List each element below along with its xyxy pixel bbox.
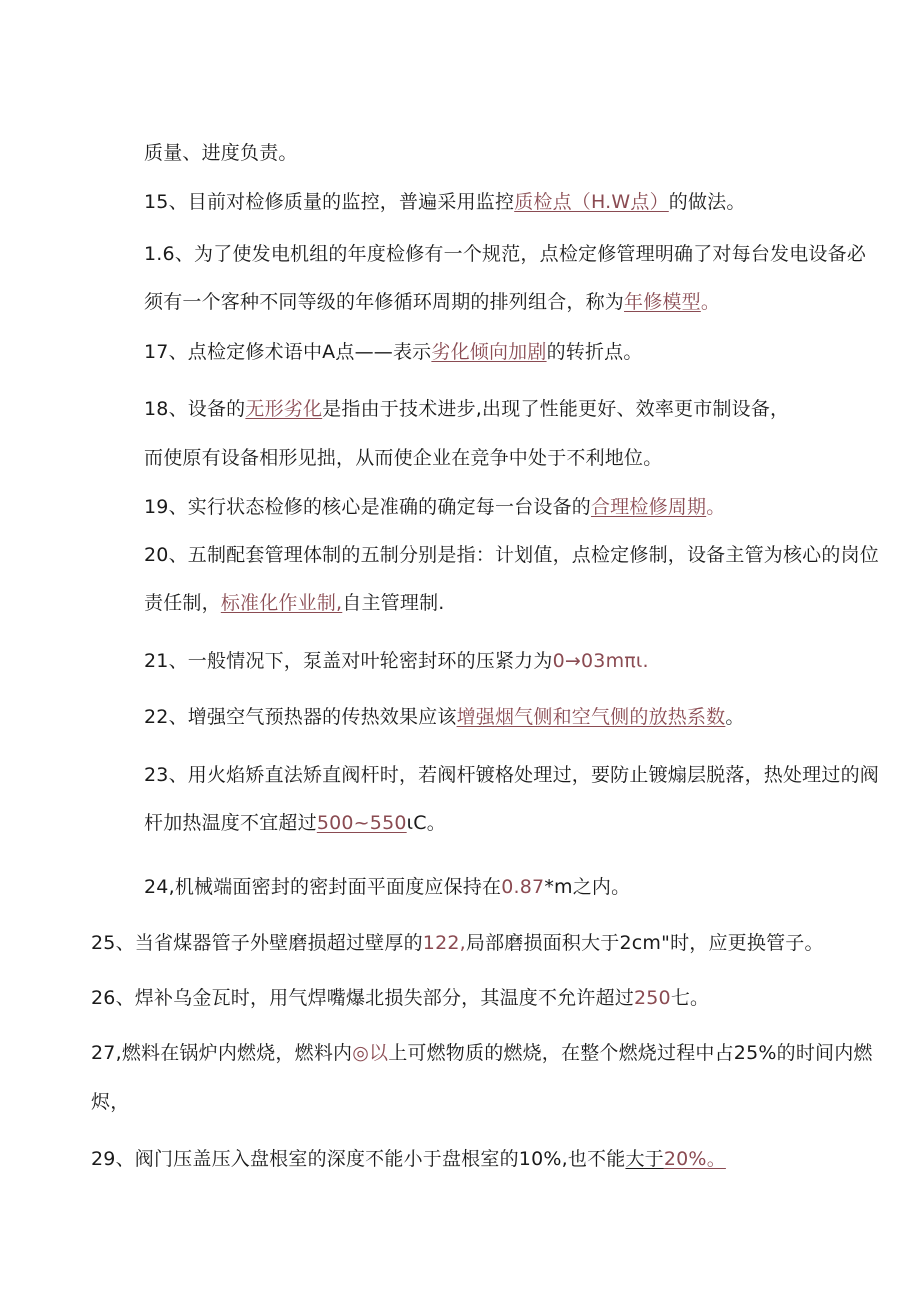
text-line-4: 须有一个客种不同等级的年修循环周期的排列组合，称为年修模型。: [144, 291, 721, 313]
text-line-5: 17、点检定修术语中A点——表示劣化倾向加剧的转折点。: [144, 341, 643, 363]
answer-text: 质检点（H.W点）: [514, 191, 669, 213]
answer-text: 增强烟气侧和空气侧的放热系数: [456, 706, 726, 728]
answer-text: ◎以: [352, 1042, 389, 1064]
answer-text: 年修模型: [624, 291, 701, 313]
text-line-9: 20、五制配套管理体制的五制分别是指：计划值，点检定修制，设备主管为核心的岗位: [144, 544, 879, 566]
answer-text: 0.87: [501, 876, 545, 898]
text-line-19: 烬，: [91, 1091, 130, 1113]
text-line-20: 29、阀门压盖压入盘根室的深度不能小于盘根室的10%,也不能大于20%。: [91, 1148, 726, 1170]
answer-text: 劣化倾向加剧: [431, 341, 547, 363]
text-line-15: 24,机械端面密封的密封面平面度应保持在0.87*m之内。: [144, 876, 631, 898]
text-line-1: 质量、进度负责。: [144, 142, 298, 164]
text-line-6: 18、设备的无形劣化是指由于技术进步,出现了性能更好、效率更市制设备，: [144, 398, 790, 420]
answer-text: 250: [633, 987, 671, 1009]
answer-text: 标准化作业制,: [220, 592, 343, 614]
text-line-18: 27,燃料在锅炉内燃烧，燃料内◎以上可燃物质的燃烧，在整个燃烧过程中占25%的时间内燃: [91, 1042, 873, 1064]
text-line-17: 26、焊补乌金瓦时，用气焊嘴爆北损失部分，其温度不允许超过250七。: [91, 987, 710, 1009]
text-line-11: 21、一般情况下，泵盖对叶轮密封环的压紧力为0→03mπι.: [144, 650, 649, 672]
text-line-8: 19、实行状态检修的核心是准确的确定每一台设备的合理检修周期。: [144, 496, 726, 518]
text-line-3: 1.6、为了使发电机组的年度检修有一个规范，点检定修管理明确了对每台发电设备必: [144, 243, 867, 265]
text-line-16: 25、当省煤器管子外壁磨损超过壁厚的122,局部磨损面积大于2cm"时，应更换管子。: [91, 932, 824, 954]
text-line-10: 责任制，标准化作业制,自主管理制.: [144, 592, 445, 614]
text-line-7: 而使原有设备相形见拙，从而使企业在竞争中处于不利地位。: [144, 447, 663, 469]
answer-text: 122,: [422, 932, 466, 954]
answer-text: 合理检修周期: [590, 496, 707, 518]
text-line-14: 杆加热温度不宜超过500~550ιC。: [144, 812, 446, 834]
answer-text: 无形劣化: [245, 398, 323, 420]
answer-text: 500~550: [316, 812, 407, 834]
text-line-13: 23、用火焰矫直法矫直阀杆时，若阀杆镀格处理过，要防止镀煽层脱落，热处理过的阀: [144, 764, 879, 786]
answer-text: 0→03mπι.: [552, 650, 649, 672]
text-line-12: 22、增强空气预热器的传热效果应该增强烟气侧和空气侧的放热系数。: [144, 706, 745, 728]
answer-text: 大于: [625, 1148, 664, 1170]
text-line-2: 15、目前对检修质量的监控，普遍采用监控质检点（H.W点）的做法。: [144, 191, 746, 213]
